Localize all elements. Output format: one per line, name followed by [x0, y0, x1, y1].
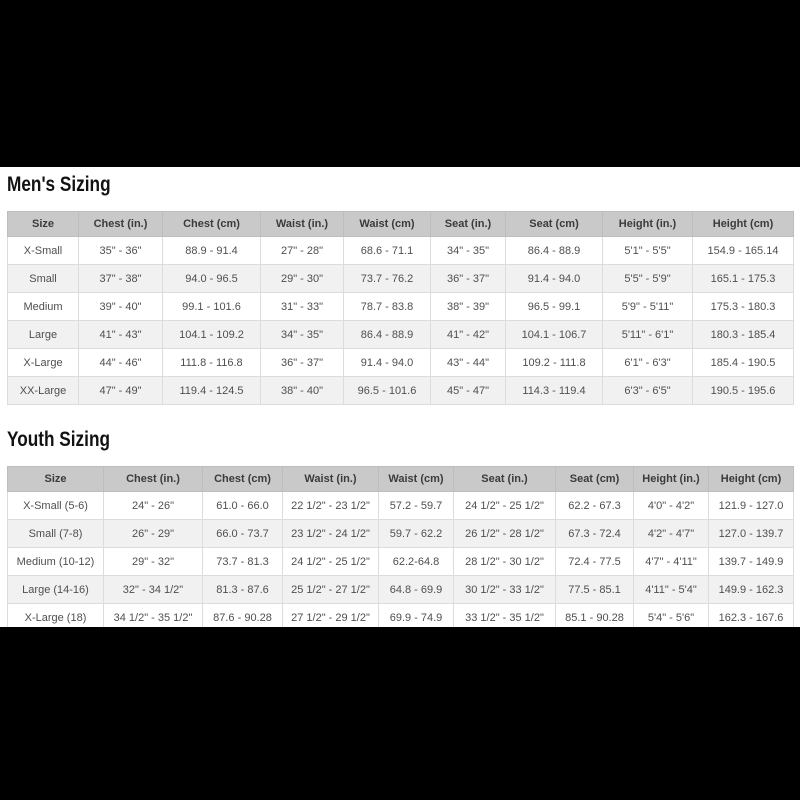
value-cell: 96.5 - 99.1 [506, 293, 603, 321]
column-header: Waist (in.) [283, 467, 379, 492]
value-cell: 91.4 - 94.0 [506, 265, 603, 293]
value-cell: 73.7 - 76.2 [344, 265, 431, 293]
value-cell: 88.9 - 91.4 [163, 237, 261, 265]
sizing-chart-content [0, 167, 800, 627]
value-cell: 57.2 - 59.7 [379, 492, 454, 520]
value-cell: 45" - 47" [431, 377, 506, 405]
value-cell: 29" - 32" [104, 548, 203, 576]
youth-heading-wrap [7, 422, 793, 453]
size-cell: Medium (10-12) [8, 548, 104, 576]
mens-heading-wrap [7, 167, 793, 198]
value-cell: 31" - 33" [261, 293, 344, 321]
value-cell: 190.5 - 195.6 [693, 377, 794, 405]
value-cell: 104.1 - 109.2 [163, 321, 261, 349]
value-cell: 36" - 37" [261, 349, 344, 377]
value-cell: 162.3 - 167.6 [709, 604, 794, 632]
value-cell: 104.1 - 106.7 [506, 321, 603, 349]
value-cell: 32" - 34 1/2" [104, 576, 203, 604]
value-cell: 34" - 35" [261, 321, 344, 349]
value-cell: 39" - 40" [79, 293, 163, 321]
value-cell: 149.9 - 162.3 [709, 576, 794, 604]
size-cell: X-Large [8, 349, 79, 377]
value-cell: 33 1/2" - 35 1/2" [454, 604, 556, 632]
value-cell: 86.4 - 88.9 [344, 321, 431, 349]
value-cell: 41" - 43" [79, 321, 163, 349]
youth-sizing-heading: Youth Sizing [7, 428, 110, 451]
value-cell: 68.6 - 71.1 [344, 237, 431, 265]
column-header: Waist (cm) [344, 212, 431, 237]
value-cell: 78.7 - 83.8 [344, 293, 431, 321]
size-cell: X-Small (5-6) [8, 492, 104, 520]
table-row [8, 293, 794, 321]
table-row [8, 321, 794, 349]
table-row [8, 265, 794, 293]
value-cell: 154.9 - 165.14 [693, 237, 794, 265]
value-cell: 69.9 - 74.9 [379, 604, 454, 632]
value-cell: 121.9 - 127.0 [709, 492, 794, 520]
value-cell: 185.4 - 190.5 [693, 349, 794, 377]
size-cell: Medium [8, 293, 79, 321]
value-cell: 94.0 - 96.5 [163, 265, 261, 293]
value-cell: 26 1/2" - 28 1/2" [454, 520, 556, 548]
value-cell: 34" - 35" [431, 237, 506, 265]
value-cell: 44" - 46" [79, 349, 163, 377]
value-cell: 77.5 - 85.1 [556, 576, 634, 604]
value-cell: 81.3 - 87.6 [203, 576, 283, 604]
value-cell: 62.2-64.8 [379, 548, 454, 576]
table-row [8, 492, 794, 520]
value-cell: 6'1" - 6'3" [603, 349, 693, 377]
size-cell: Small [8, 265, 79, 293]
table-row [8, 548, 794, 576]
column-header: Chest (in.) [104, 467, 203, 492]
youth-sizing-table [7, 466, 794, 632]
value-cell: 22 1/2" - 23 1/2" [283, 492, 379, 520]
value-cell: 66.0 - 73.7 [203, 520, 283, 548]
value-cell: 73.7 - 81.3 [203, 548, 283, 576]
column-header: Size [8, 467, 104, 492]
value-cell: 139.7 - 149.9 [709, 548, 794, 576]
value-cell: 180.3 - 185.4 [693, 321, 794, 349]
value-cell: 72.4 - 77.5 [556, 548, 634, 576]
column-header: Chest (cm) [163, 212, 261, 237]
value-cell: 127.0 - 139.7 [709, 520, 794, 548]
table-row [8, 237, 794, 265]
value-cell: 5'5" - 5'9" [603, 265, 693, 293]
column-header: Seat (in.) [431, 212, 506, 237]
column-header: Seat (in.) [454, 467, 556, 492]
value-cell: 61.0 - 66.0 [203, 492, 283, 520]
column-header: Chest (cm) [203, 467, 283, 492]
size-cell: Large [8, 321, 79, 349]
value-cell: 4'0" - 4'2" [634, 492, 709, 520]
value-cell: 165.1 - 175.3 [693, 265, 794, 293]
table-row [8, 377, 794, 405]
column-header: Height (in.) [603, 212, 693, 237]
size-cell: XX-Large [8, 377, 79, 405]
value-cell: 175.3 - 180.3 [693, 293, 794, 321]
value-cell: 38" - 40" [261, 377, 344, 405]
value-cell: 25 1/2" - 27 1/2" [283, 576, 379, 604]
size-cell: Large (14-16) [8, 576, 104, 604]
value-cell: 4'11" - 5'4" [634, 576, 709, 604]
value-cell: 24 1/2" - 25 1/2" [283, 548, 379, 576]
value-cell: 34 1/2" - 35 1/2" [104, 604, 203, 632]
value-cell: 41" - 42" [431, 321, 506, 349]
value-cell: 59.7 - 62.2 [379, 520, 454, 548]
value-cell: 24" - 26" [104, 492, 203, 520]
value-cell: 28 1/2" - 30 1/2" [454, 548, 556, 576]
value-cell: 5'11" - 6'1" [603, 321, 693, 349]
column-header: Chest (in.) [79, 212, 163, 237]
value-cell: 114.3 - 119.4 [506, 377, 603, 405]
mens-sizing-section [7, 167, 793, 405]
column-header: Seat (cm) [506, 212, 603, 237]
table-header-row [8, 467, 794, 492]
value-cell: 96.5 - 101.6 [344, 377, 431, 405]
value-cell: 35" - 36" [79, 237, 163, 265]
value-cell: 29" - 30" [261, 265, 344, 293]
value-cell: 47" - 49" [79, 377, 163, 405]
value-cell: 5'1" - 5'5" [603, 237, 693, 265]
top-black-bar [0, 0, 800, 167]
youth-sizing-section [7, 422, 793, 632]
value-cell: 6'3" - 6'5" [603, 377, 693, 405]
value-cell: 27 1/2" - 29 1/2" [283, 604, 379, 632]
value-cell: 109.2 - 111.8 [506, 349, 603, 377]
value-cell: 67.3 - 72.4 [556, 520, 634, 548]
value-cell: 27" - 28" [261, 237, 344, 265]
value-cell: 111.8 - 116.8 [163, 349, 261, 377]
column-header: Height (cm) [709, 467, 794, 492]
value-cell: 62.2 - 67.3 [556, 492, 634, 520]
column-header: Height (in.) [634, 467, 709, 492]
mens-sizing-heading: Men's Sizing [7, 173, 111, 196]
value-cell: 5'9" - 5'11" [603, 293, 693, 321]
column-header: Waist (in.) [261, 212, 344, 237]
value-cell: 26" - 29" [104, 520, 203, 548]
value-cell: 99.1 - 101.6 [163, 293, 261, 321]
value-cell: 64.8 - 69.9 [379, 576, 454, 604]
value-cell: 36" - 37" [431, 265, 506, 293]
value-cell: 5'4" - 5'6" [634, 604, 709, 632]
table-header-row [8, 212, 794, 237]
value-cell: 30 1/2" - 33 1/2" [454, 576, 556, 604]
value-cell: 4'7" - 4'11" [634, 548, 709, 576]
column-header: Height (cm) [693, 212, 794, 237]
value-cell: 23 1/2" - 24 1/2" [283, 520, 379, 548]
table-row [8, 349, 794, 377]
value-cell: 37" - 38" [79, 265, 163, 293]
mens-sizing-table [7, 211, 794, 405]
value-cell: 85.1 - 90.28 [556, 604, 634, 632]
column-header: Seat (cm) [556, 467, 634, 492]
table-row [8, 520, 794, 548]
size-cell: X-Large (18) [8, 604, 104, 632]
value-cell: 4'2" - 4'7" [634, 520, 709, 548]
value-cell: 24 1/2" - 25 1/2" [454, 492, 556, 520]
column-header: Waist (cm) [379, 467, 454, 492]
table-row [8, 576, 794, 604]
size-cell: X-Small [8, 237, 79, 265]
value-cell: 86.4 - 88.9 [506, 237, 603, 265]
value-cell: 91.4 - 94.0 [344, 349, 431, 377]
value-cell: 119.4 - 124.5 [163, 377, 261, 405]
size-cell: Small (7-8) [8, 520, 104, 548]
value-cell: 43" - 44" [431, 349, 506, 377]
bottom-black-bar [0, 627, 800, 800]
column-header: Size [8, 212, 79, 237]
value-cell: 87.6 - 90.28 [203, 604, 283, 632]
value-cell: 38" - 39" [431, 293, 506, 321]
